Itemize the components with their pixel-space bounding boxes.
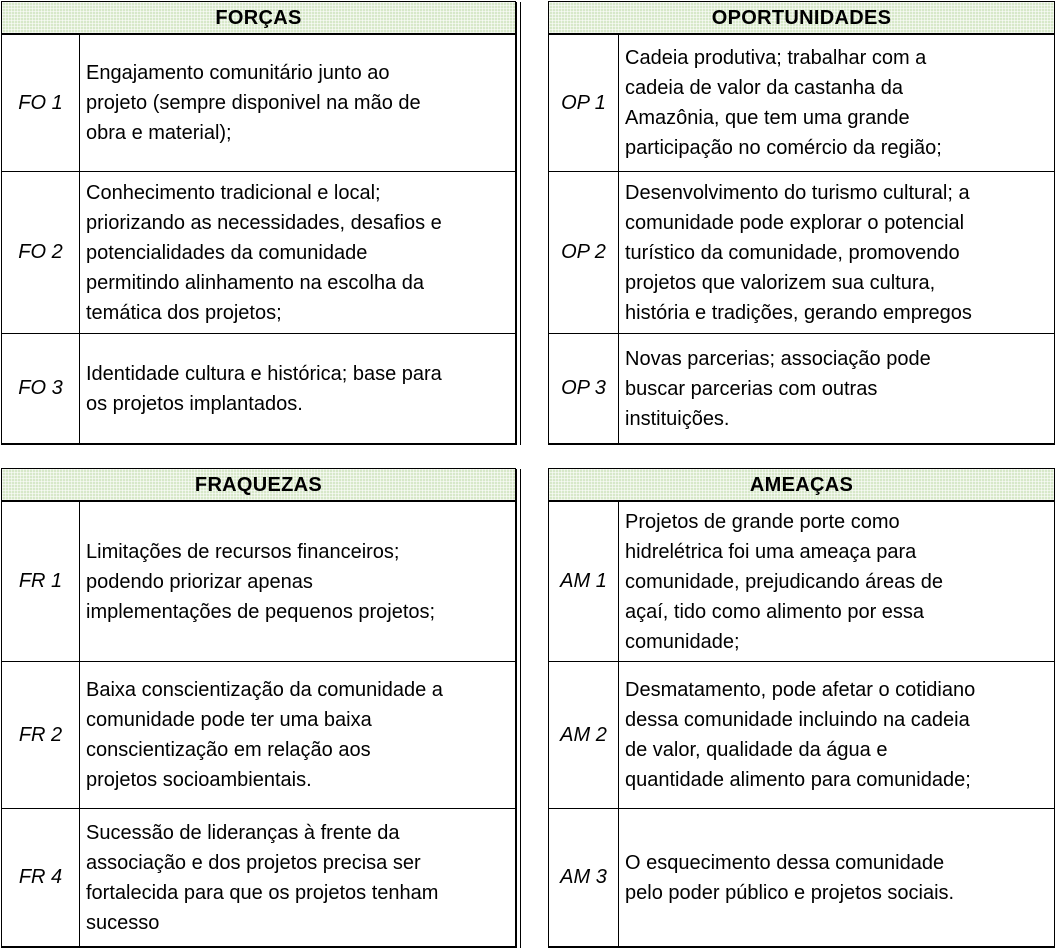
weaknesses-header: FRAQUEZAS [2, 469, 516, 502]
row-text: O esquecimento dessa comunidade pelo poder público e projetos sociais. [625, 851, 955, 904]
row-text: Desenvolvimento do turismo cultural; a comunidade pode explorar o potencial turístico da comunidade, promovendo projetos que valorizem sua cultura, história e tradições, gerando empregos [625, 181, 972, 324]
row-code: FR 4 [2, 809, 80, 946]
strengths-quadrant [1, 1, 516, 445]
row-text: Identidade cultura e histórica; base para os projetos implantados. [86, 362, 442, 415]
row-code: FO 2 [2, 172, 80, 333]
row-code: AM 1 [549, 502, 619, 661]
table-row [2, 35, 516, 172]
row-text: Projetos de grande porte como hidrelétrica foi uma ameaça para comunidade, prejudicando áreas de açaí, tido como alimento por essa comunidade; [625, 510, 943, 653]
row-code: FO 1 [2, 35, 80, 171]
table-row [549, 35, 1055, 172]
table-row [549, 502, 1055, 662]
threats-header: AMEAÇAS [549, 469, 1055, 502]
row-text: Conhecimento tradicional e local; priorizando as necessidades, desafios e potencialidades da comunidade permitindo alinhamento na escolha da temática dos projetos; [86, 181, 442, 324]
table-row [2, 809, 516, 948]
row-code: FR 1 [2, 502, 80, 661]
table-row [549, 334, 1055, 445]
row-code: FO 3 [2, 334, 80, 443]
row-code: FR 2 [2, 662, 80, 808]
opportunities-quadrant [548, 1, 1055, 445]
table-row [2, 662, 516, 809]
row-text: Novas parcerias; associação pode buscar parcerias com outras instituições. [625, 347, 931, 430]
table-row [2, 172, 516, 334]
row-code: OP 1 [549, 35, 619, 171]
table-row [2, 502, 516, 662]
row-code: AM 2 [549, 662, 619, 808]
opportunities-header: OPORTUNIDADES [549, 2, 1055, 35]
row-text: Limitações de recursos financeiros; podendo priorizar apenas implementações de pequenos projetos; [86, 540, 436, 623]
row-text: Baixa conscientização da comunidade a comunidade pode ter uma baixa conscientização em relação aos projetos socioambientais. [86, 679, 443, 791]
strengths-header: FORÇAS [2, 2, 516, 35]
row-text: Engajamento comunitário junto ao projeto (sempre disponivel na mão de obra e material); [86, 62, 421, 144]
row-code: AM 3 [549, 809, 619, 946]
table-row [549, 662, 1055, 809]
row-text: Cadeia produtiva; trabalhar com a cadeia de valor da castanha da Amazônia, que tem uma grande participação no comércio da região; [625, 47, 942, 159]
table-row [549, 172, 1055, 334]
row-code: OP 3 [549, 334, 619, 443]
row-code: OP 2 [549, 172, 619, 333]
threats-quadrant [548, 468, 1055, 948]
table-row [2, 334, 516, 445]
weaknesses-quadrant [1, 468, 516, 948]
row-text: Sucessão de lideranças à frente da associação e dos projetos precisa ser fortalecida para que os projetos tenham sucesso [86, 821, 439, 934]
row-text: Desmatamento, pode afetar o cotidiano dessa comunidade incluindo na cadeia de valor, qualidade da água e quantidade alimento para comunidade; [625, 679, 976, 791]
table-row [549, 809, 1055, 948]
